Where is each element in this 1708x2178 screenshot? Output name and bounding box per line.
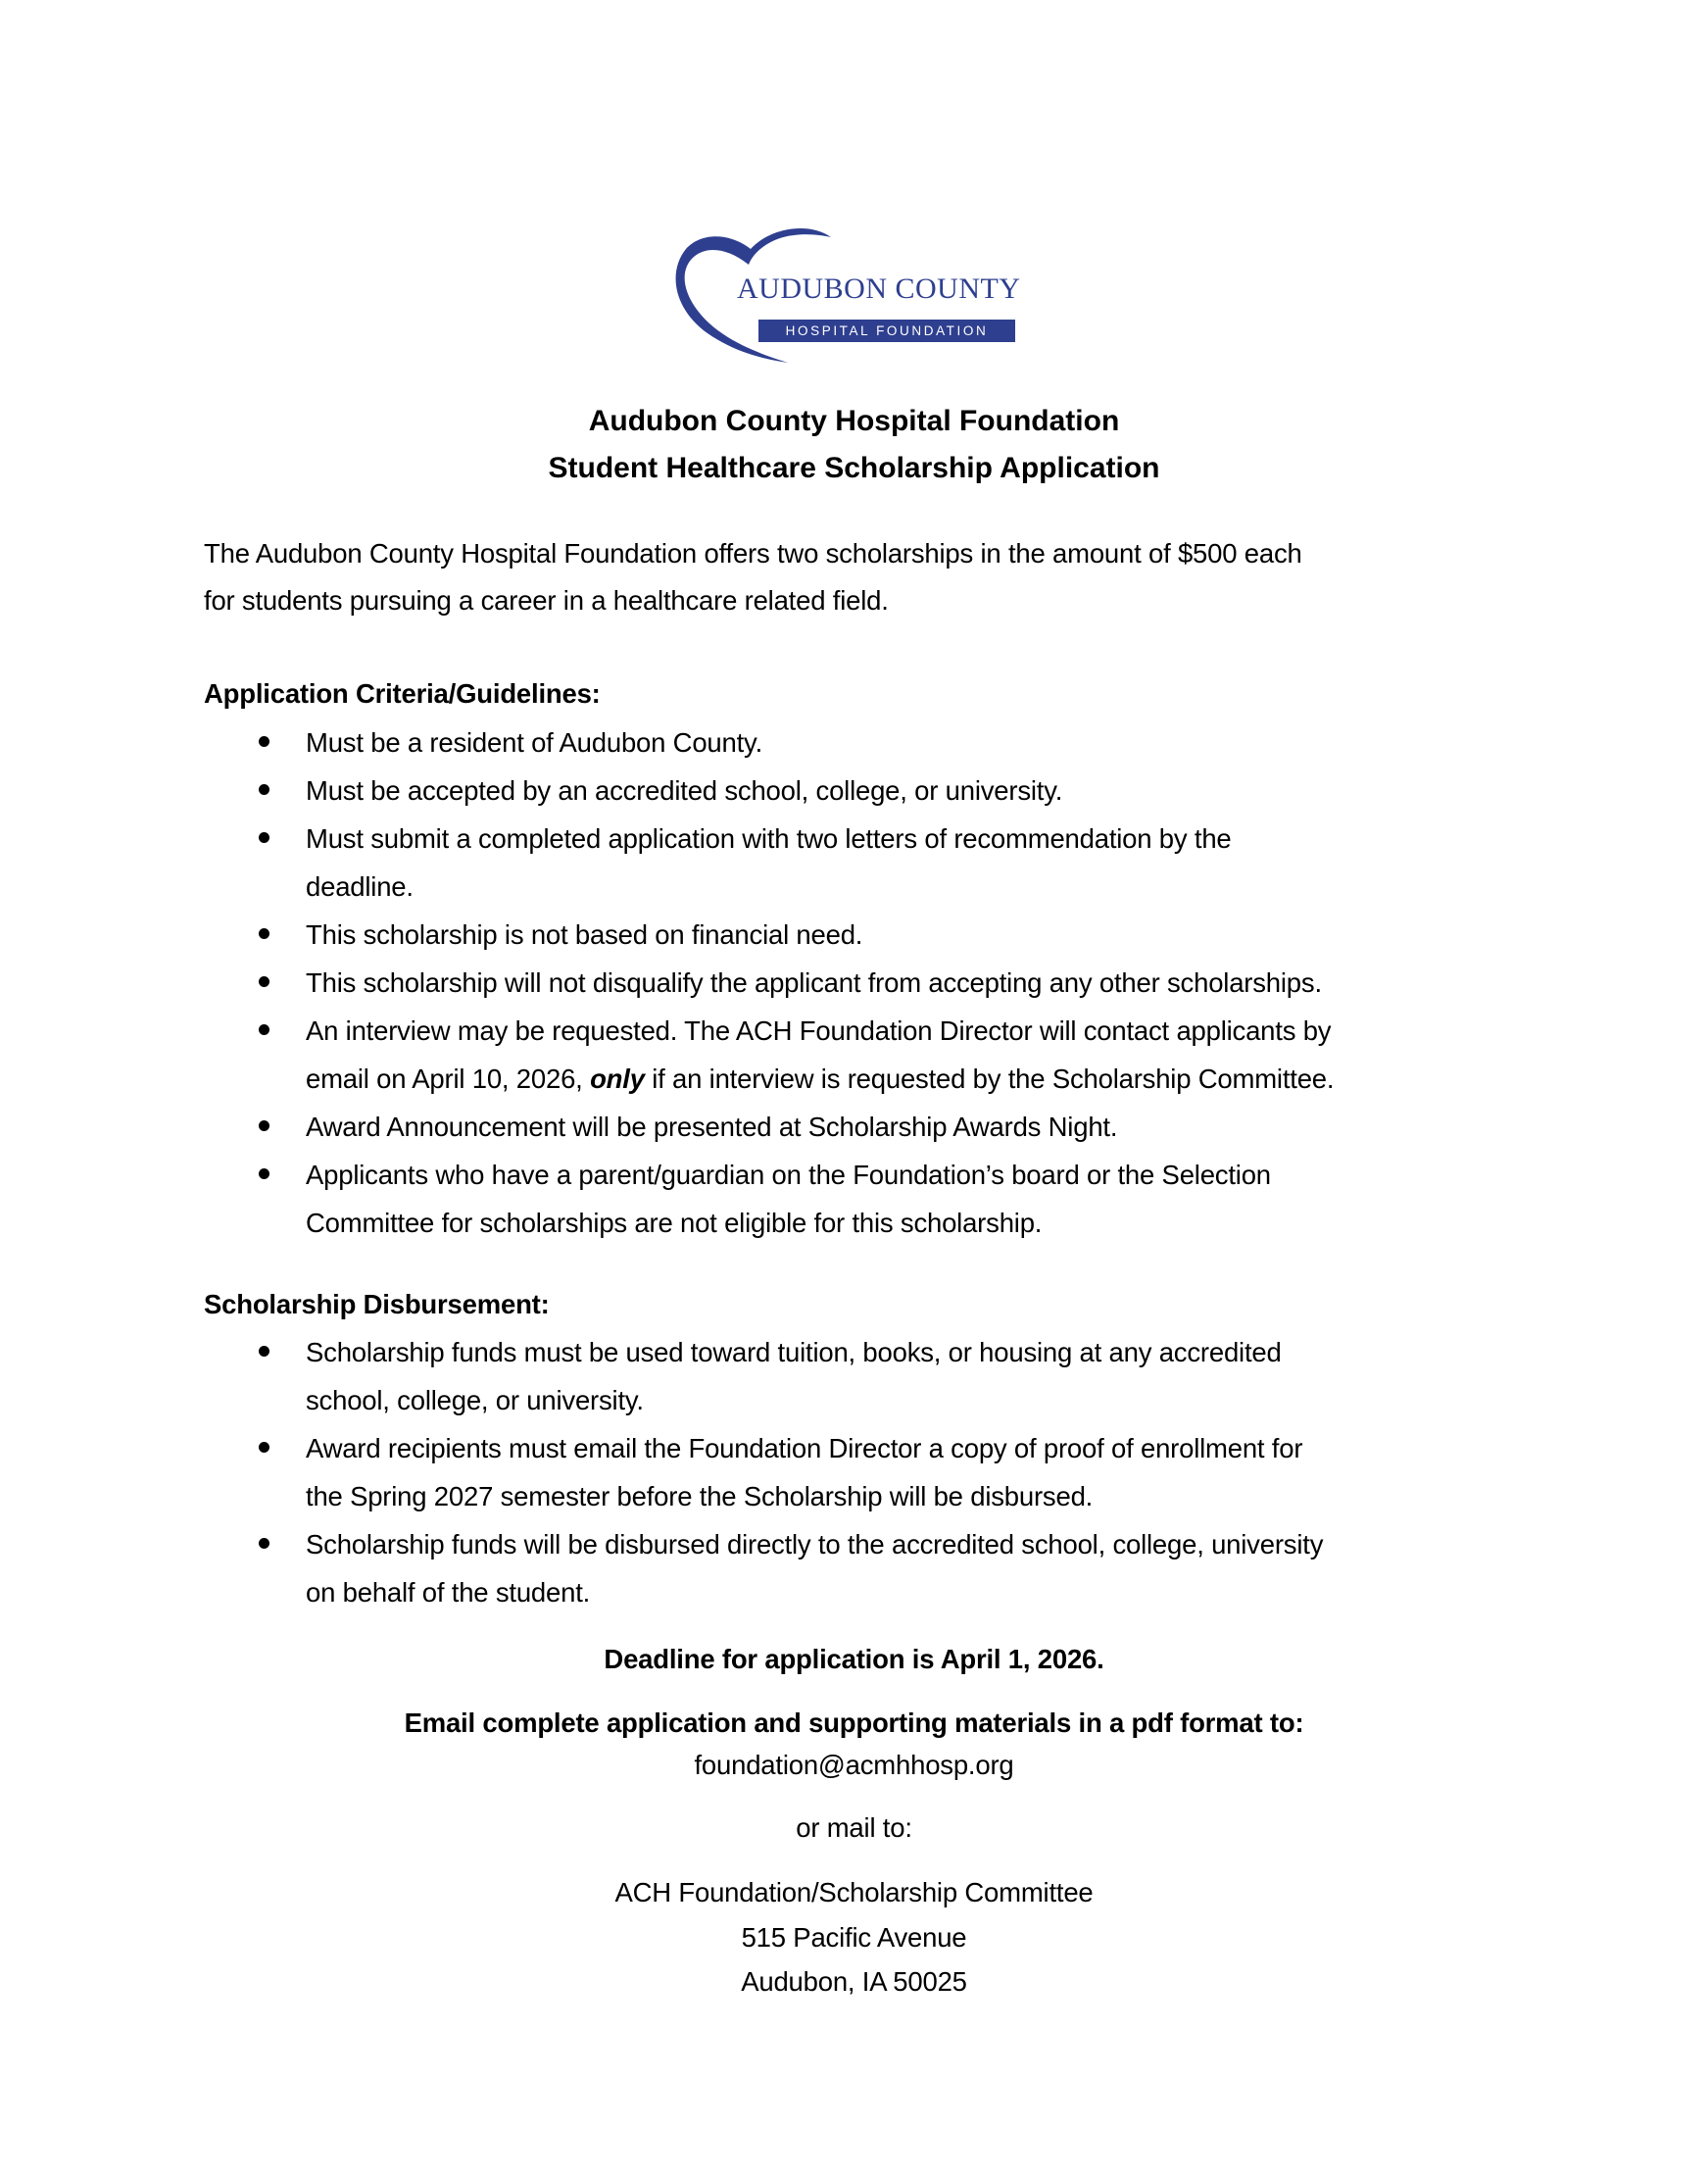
bullet-icon	[259, 1024, 269, 1035]
list-item: Scholarship funds will be disbursed directly to the accredited school, college, university on behalf of the student.	[204, 1520, 1323, 1616]
list-item: Must be accepted by an accredited school, college, or university.	[204, 767, 1334, 815]
bullet-icon	[259, 1120, 269, 1131]
or-mail-text: or mail to:	[796, 1812, 912, 1843]
list-item: An interview may be requested. The ACH Foundation Director will contact applicants by email on April 10, 2026, only if an interview is requested by the Scholarship Committee.	[204, 1007, 1334, 1103]
intro-line-2: for students pursuing a career in a healthcare related field.	[204, 585, 889, 616]
page-title: Audubon County Hospital Foundation	[588, 405, 1120, 437]
criteria-heading: Application Criteria/Guidelines:	[204, 678, 601, 709]
list-item: Applicants who have a parent/guardian on the Foundation’s board or the Selection Committee for scholarships are not eligible for this scholarship.	[204, 1151, 1334, 1247]
logo-subtitle: HOSPITAL FOUNDATION	[758, 320, 1015, 342]
list-item: This scholarship is not based on financial need.	[204, 911, 1334, 959]
bullet-icon	[259, 976, 269, 987]
list-item: Award Announcement will be presented at Scholarship Awards Night.	[204, 1103, 1334, 1151]
disbursement-heading: Scholarship Disbursement:	[204, 1289, 550, 1319]
bullet-icon	[259, 1538, 269, 1549]
bullet-icon	[259, 736, 269, 747]
criteria-list	[204, 718, 1334, 1247]
bullet-icon	[259, 928, 269, 939]
address-line-2: 515 Pacific Avenue	[741, 1922, 967, 1953]
list-item: Award recipients must email the Foundation Director a copy of proof of enrollment for the Spring 2027 semester before the Scholarship will be disbursed.	[204, 1424, 1323, 1520]
disbursement-list	[204, 1328, 1323, 1616]
address-line-1: ACH Foundation/Scholarship Committee	[614, 1877, 1094, 1907]
bullet-icon	[259, 1346, 269, 1357]
logo-title: AUDUBON COUNTY	[737, 272, 1021, 305]
list-item: This scholarship will not disqualify the applicant from accepting any other scholarships.	[204, 959, 1334, 1007]
bullet-icon	[259, 832, 269, 843]
page-subtitle: Student Healthcare Scholarship Application	[548, 452, 1160, 484]
list-item: Must submit a completed application with two letters of recommendation by the deadline.	[204, 815, 1334, 911]
intro-line-1: The Audubon County Hospital Foundation offers two scholarships in the amount of $500 each	[204, 538, 1302, 569]
address-line-3: Audubon, IA 50025	[741, 1966, 967, 1997]
list-item: Scholarship funds must be used toward tuition, books, or housing at any accredited school, college, or university.	[204, 1328, 1323, 1424]
deadline-text: Deadline for application is April 1, 2026.	[604, 1644, 1104, 1674]
email-link[interactable]: foundation@acmhhosp.org	[694, 1750, 1014, 1780]
bullet-icon	[259, 1168, 269, 1179]
bullet-icon	[259, 1442, 269, 1453]
foundation-logo	[672, 227, 1049, 365]
bullet-icon	[259, 784, 269, 795]
list-item: Must be a resident of Audubon County.	[204, 718, 1334, 767]
email-instruction: Email complete application and supporting materials in a pdf format to:	[404, 1708, 1304, 1738]
emphasis-only: only	[590, 1064, 645, 1094]
